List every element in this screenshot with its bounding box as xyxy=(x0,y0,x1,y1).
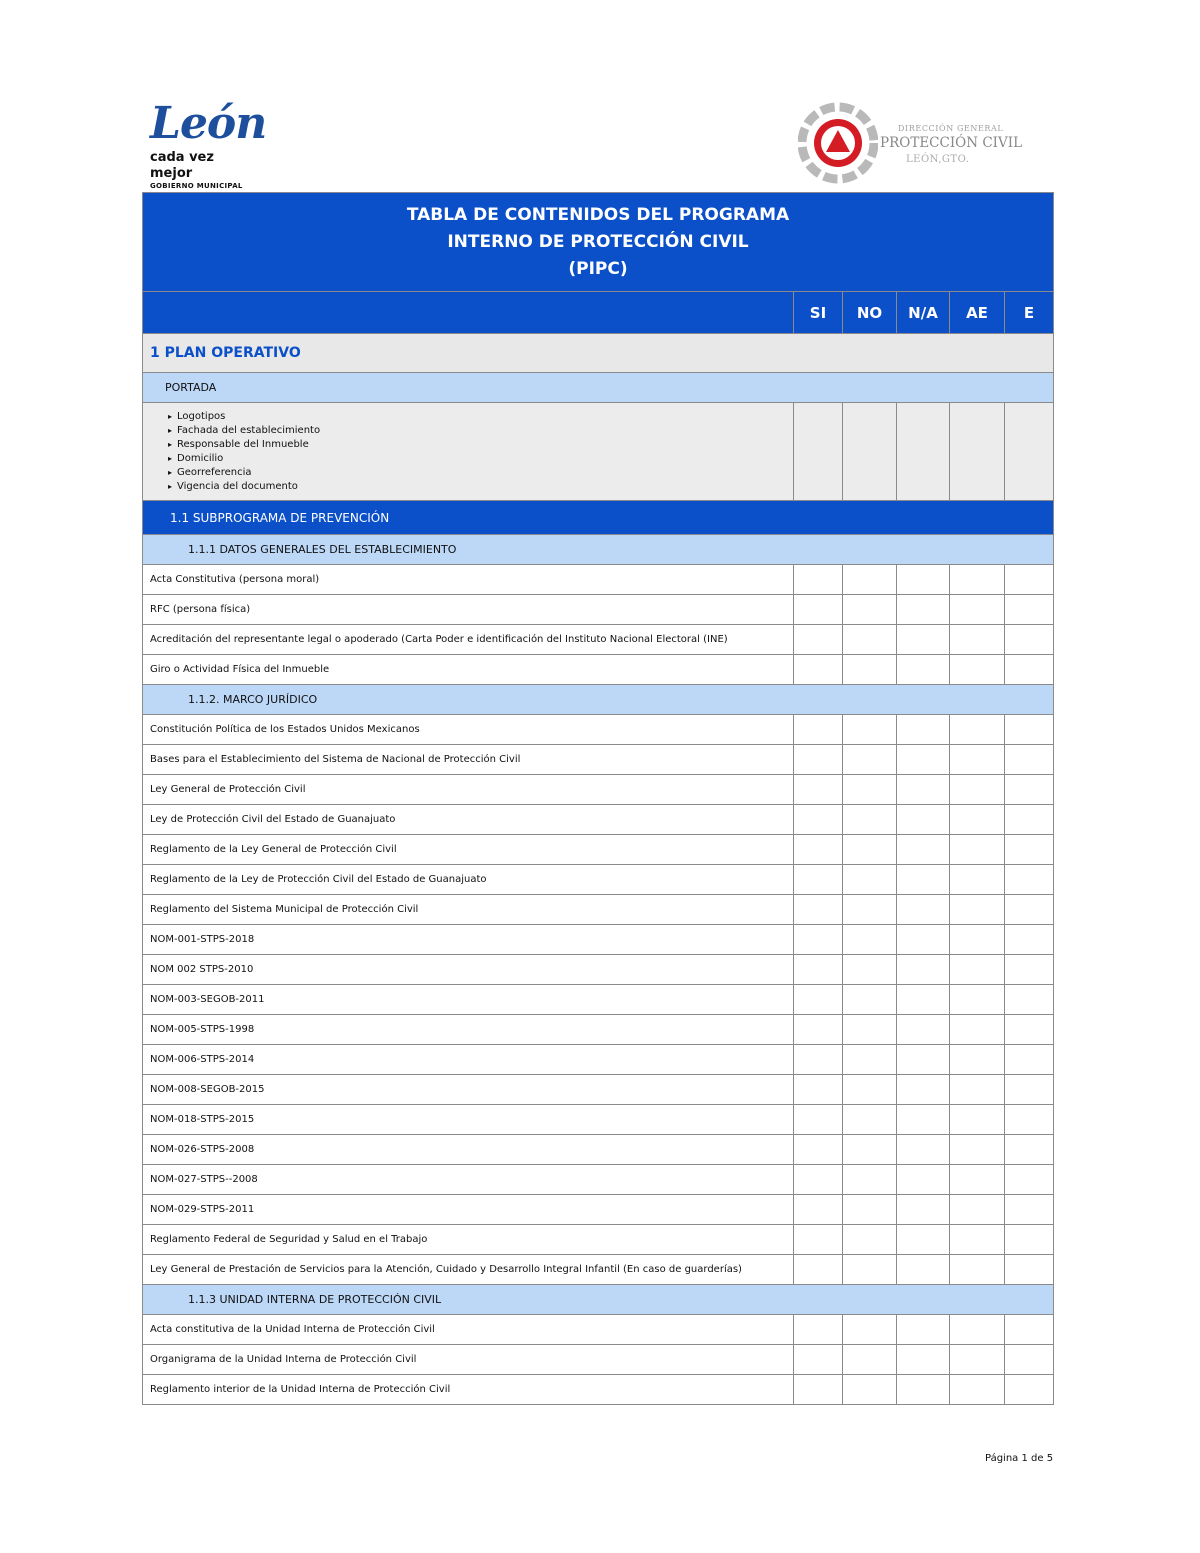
item-label: Giro o Actividad Física del Inmueble xyxy=(143,655,794,685)
check-cell[interactable] xyxy=(950,1255,1005,1285)
check-cell[interactable] xyxy=(1005,745,1054,775)
check-cell[interactable] xyxy=(1005,655,1054,685)
item-label: NOM-027-STPS--2008 xyxy=(143,1165,794,1195)
check-cell[interactable] xyxy=(950,775,1005,805)
item-label: NOM-008-SEGOB-2015 xyxy=(143,1075,794,1105)
check-cell[interactable] xyxy=(843,985,897,1015)
check-cell[interactable] xyxy=(843,1105,897,1135)
check-cell[interactable] xyxy=(794,835,843,865)
check-cell[interactable] xyxy=(843,865,897,895)
subprogram-prevencion: 1.1 SUBPROGRAMA DE PREVENCIÓN xyxy=(143,501,1054,535)
check-cell[interactable] xyxy=(897,595,950,625)
table-row xyxy=(143,1195,1054,1225)
group-items xyxy=(143,565,1054,685)
item-label: Ley General de Protección Civil xyxy=(143,775,794,805)
logo-line-direccion: DIRECCIÓN GENERAL xyxy=(898,124,1004,133)
check-cell[interactable] xyxy=(950,1165,1005,1195)
check-cell[interactable] xyxy=(1005,1195,1054,1225)
logo-line-proteccion: PROTECCIÓN CIVIL xyxy=(880,135,1023,151)
check-cell[interactable] xyxy=(897,1345,950,1375)
pipc-checklist-table xyxy=(142,192,1054,1405)
check-cell[interactable] xyxy=(843,835,897,865)
table-row xyxy=(143,1375,1054,1405)
column-header-row xyxy=(143,292,1054,334)
check-cell[interactable] xyxy=(1005,1375,1054,1405)
group-items xyxy=(143,1315,1054,1405)
check-cell[interactable] xyxy=(1005,895,1054,925)
check-cell[interactable] xyxy=(794,775,843,805)
check-cell[interactable] xyxy=(1005,985,1054,1015)
check-cell[interactable] xyxy=(897,745,950,775)
check-cell[interactable] xyxy=(950,1075,1005,1105)
table-row xyxy=(143,895,1054,925)
check-cell[interactable] xyxy=(950,745,1005,775)
check-cell[interactable] xyxy=(1005,1225,1054,1255)
table-row xyxy=(143,1225,1054,1255)
portada-items-row xyxy=(143,403,1054,501)
table-row xyxy=(143,1255,1054,1285)
check-cell[interactable] xyxy=(897,805,950,835)
check-cell[interactable] xyxy=(897,835,950,865)
check-cell[interactable] xyxy=(1005,565,1054,595)
item-label: Ley de Protección Civil del Estado de Guanajuato xyxy=(143,805,794,835)
item-label: NOM-006-STPS-2014 xyxy=(143,1045,794,1075)
check-cell[interactable] xyxy=(1005,775,1054,805)
check-cell[interactable] xyxy=(794,1075,843,1105)
check-cell[interactable] xyxy=(897,1195,950,1225)
col-header-e: E xyxy=(1005,292,1054,334)
check-cell[interactable] xyxy=(950,805,1005,835)
check-cell[interactable] xyxy=(843,1045,897,1075)
check-cell[interactable] xyxy=(794,595,843,625)
civil-protection-emblem-icon xyxy=(798,102,878,184)
group-datos-generales: 1.1.1 DATOS GENERALES DEL ESTABLECIMIENTO xyxy=(143,535,1054,565)
item-label: NOM 002 STPS-2010 xyxy=(143,955,794,985)
portada-bullet-list xyxy=(143,410,793,494)
check-cell[interactable] xyxy=(897,1105,950,1135)
item-label: Organigrama de la Unidad Interna de Protección Civil xyxy=(143,1345,794,1375)
check-cell[interactable] xyxy=(843,595,897,625)
check-cell[interactable] xyxy=(843,625,897,655)
check-cell[interactable] xyxy=(843,1015,897,1045)
list-item: ▸ Logotipos xyxy=(168,410,793,424)
check-cell[interactable] xyxy=(1005,955,1054,985)
table-row xyxy=(143,805,1054,835)
check-cell[interactable] xyxy=(794,865,843,895)
check-cell[interactable] xyxy=(843,745,897,775)
check-cell[interactable] xyxy=(897,1075,950,1105)
check-cell[interactable] xyxy=(1005,1315,1054,1345)
check-cell[interactable] xyxy=(950,835,1005,865)
check-cell[interactable] xyxy=(897,1045,950,1075)
subprogram-row xyxy=(143,501,1054,535)
list-item: ▸ Fachada del establecimiento xyxy=(168,424,793,438)
item-label: Acreditación del representante legal o apoderado (Carta Poder e identificación del Instituto Nacional Electoral (INE) xyxy=(143,625,794,655)
check-cell[interactable] xyxy=(794,1135,843,1165)
check-cell[interactable] xyxy=(843,565,897,595)
check-cell[interactable] xyxy=(794,925,843,955)
check-cell[interactable] xyxy=(794,745,843,775)
check-cell[interactable] xyxy=(843,1225,897,1255)
check-cell[interactable] xyxy=(897,1165,950,1195)
item-label: Reglamento de la Ley de Protección Civil del Estado de Guanajuato xyxy=(143,865,794,895)
table-row xyxy=(143,595,1054,625)
check-cell[interactable] xyxy=(794,1165,843,1195)
check-cell[interactable] xyxy=(843,1315,897,1345)
check-cell[interactable] xyxy=(897,625,950,655)
check-cell[interactable] xyxy=(950,655,1005,685)
check-cell[interactable] xyxy=(794,895,843,925)
table-row xyxy=(143,1315,1054,1345)
check-cell[interactable] xyxy=(794,715,843,745)
check-cell[interactable] xyxy=(897,985,950,1015)
check-cell[interactable] xyxy=(843,1195,897,1225)
check-cell[interactable] xyxy=(1005,925,1054,955)
check-cell[interactable] xyxy=(843,1165,897,1195)
table-row xyxy=(143,925,1054,955)
check-cell[interactable] xyxy=(950,1315,1005,1345)
list-item: ▸ Georreferencia xyxy=(168,466,793,480)
check-cell[interactable] xyxy=(843,925,897,955)
group-header-row xyxy=(143,535,1054,565)
table-row xyxy=(143,655,1054,685)
col-header-no: NO xyxy=(843,292,897,334)
list-item: ▸ Domicilio xyxy=(168,452,793,466)
section-row xyxy=(143,334,1054,373)
check-cell[interactable] xyxy=(1005,865,1054,895)
item-label: Ley General de Prestación de Servicios para la Atención, Cuidado y Desarrollo Integral Infantil (En caso de guarderías) xyxy=(143,1255,794,1285)
check-cell[interactable] xyxy=(897,1315,950,1345)
check-cell[interactable] xyxy=(950,403,1005,501)
table-row xyxy=(143,985,1054,1015)
table-row xyxy=(143,715,1054,745)
item-label: NOM-026-STPS-2008 xyxy=(143,1135,794,1165)
check-cell[interactable] xyxy=(950,715,1005,745)
check-cell[interactable] xyxy=(897,895,950,925)
leon-logo-tagline: cada vez mejor xyxy=(150,150,214,181)
portada-items-cell xyxy=(143,403,794,501)
table-row xyxy=(143,955,1054,985)
check-cell[interactable] xyxy=(950,1225,1005,1255)
check-cell[interactable] xyxy=(1005,1015,1054,1045)
check-cell[interactable] xyxy=(843,1135,897,1165)
table-row xyxy=(143,865,1054,895)
title-line: INTERNO DE PROTECCIÓN CIVIL xyxy=(447,231,749,252)
check-cell[interactable] xyxy=(843,955,897,985)
table-row xyxy=(143,1105,1054,1135)
group-header-row xyxy=(143,685,1054,715)
check-cell[interactable] xyxy=(1005,805,1054,835)
table-row xyxy=(143,1135,1054,1165)
item-label: NOM-029-STPS-2011 xyxy=(143,1195,794,1225)
leon-logo-brand: León xyxy=(150,98,267,149)
check-cell[interactable] xyxy=(1005,715,1054,745)
check-cell[interactable] xyxy=(897,925,950,955)
item-label: NOM-003-SEGOB-2011 xyxy=(143,985,794,1015)
check-cell[interactable] xyxy=(950,1015,1005,1045)
check-cell[interactable] xyxy=(843,1075,897,1105)
check-cell[interactable] xyxy=(950,595,1005,625)
check-cell[interactable] xyxy=(794,1045,843,1075)
check-cell[interactable] xyxy=(950,955,1005,985)
check-cell[interactable] xyxy=(843,775,897,805)
check-cell[interactable] xyxy=(1005,1165,1054,1195)
proteccion-civil-logo xyxy=(798,102,1028,184)
check-cell[interactable] xyxy=(843,403,897,501)
header-blank xyxy=(143,292,794,334)
check-cell[interactable] xyxy=(950,925,1005,955)
item-label: Acta constitutiva de la Unidad Interna de Protección Civil xyxy=(143,1315,794,1345)
check-cell[interactable] xyxy=(794,1345,843,1375)
title-line: (PIPC) xyxy=(568,258,628,279)
item-label: Reglamento Federal de Seguridad y Salud en el Trabajo xyxy=(143,1225,794,1255)
check-cell[interactable] xyxy=(794,1195,843,1225)
check-cell[interactable] xyxy=(794,1015,843,1045)
group-marco-juridico: 1.1.2. MARCO JURÍDICO xyxy=(143,685,1054,715)
table-row xyxy=(143,1045,1054,1075)
check-cell[interactable] xyxy=(897,565,950,595)
check-cell[interactable] xyxy=(950,1105,1005,1135)
check-cell[interactable] xyxy=(897,655,950,685)
check-cell[interactable] xyxy=(950,895,1005,925)
table-row xyxy=(143,565,1054,595)
table-row xyxy=(143,775,1054,805)
check-cell[interactable] xyxy=(843,655,897,685)
leon-logo-subtitle: GOBIERNO MUNICIPAL xyxy=(150,182,243,190)
check-cell[interactable] xyxy=(897,1375,950,1405)
check-cell[interactable] xyxy=(794,655,843,685)
col-header-na: N/A xyxy=(897,292,950,334)
check-cell[interactable] xyxy=(794,1375,843,1405)
logo-line-leon: LEÓN,GTO. xyxy=(906,154,970,165)
check-cell[interactable] xyxy=(897,715,950,745)
check-cell[interactable] xyxy=(1005,1075,1054,1105)
check-cell[interactable] xyxy=(950,565,1005,595)
title-line: TABLA DE CONTENIDOS DEL PROGRAMA xyxy=(406,204,790,225)
check-cell[interactable] xyxy=(794,403,843,501)
check-cell[interactable] xyxy=(794,1105,843,1135)
check-cell[interactable] xyxy=(950,865,1005,895)
check-cell[interactable] xyxy=(843,1375,897,1405)
check-cell[interactable] xyxy=(950,625,1005,655)
group-header-row xyxy=(143,1285,1054,1315)
check-cell[interactable] xyxy=(1005,595,1054,625)
table-row xyxy=(143,625,1054,655)
group-header-row xyxy=(143,373,1054,403)
group-items xyxy=(143,715,1054,1285)
check-cell[interactable] xyxy=(794,565,843,595)
check-cell[interactable] xyxy=(897,1135,950,1165)
item-label: Acta Constitutiva (persona moral) xyxy=(143,565,794,595)
check-cell[interactable] xyxy=(794,1255,843,1285)
check-cell[interactable] xyxy=(950,1195,1005,1225)
check-cell[interactable] xyxy=(950,1045,1005,1075)
item-label: Reglamento del Sistema Municipal de Protección Civil xyxy=(143,895,794,925)
table-row xyxy=(143,1165,1054,1195)
check-cell[interactable] xyxy=(1005,1045,1054,1075)
item-label: Constitución Política de los Estados Unidos Mexicanos xyxy=(143,715,794,745)
col-header-si: SI xyxy=(794,292,843,334)
list-item: ▸ Responsable del Inmueble xyxy=(168,438,793,452)
page-number: Página 1 de 5 xyxy=(985,1453,1054,1464)
check-cell[interactable] xyxy=(897,403,950,501)
item-label: NOM-018-STPS-2015 xyxy=(143,1105,794,1135)
check-cell[interactable] xyxy=(794,805,843,835)
check-cell[interactable] xyxy=(950,1375,1005,1405)
group-portada: PORTADA xyxy=(143,373,1054,403)
check-cell[interactable] xyxy=(1005,403,1054,501)
check-cell[interactable] xyxy=(897,775,950,805)
item-label: RFC (persona física) xyxy=(143,595,794,625)
check-cell[interactable] xyxy=(843,1255,897,1285)
check-cell[interactable] xyxy=(897,1015,950,1045)
item-label: Reglamento interior de la Unidad Interna de Protección Civil xyxy=(143,1375,794,1405)
check-cell[interactable] xyxy=(794,1225,843,1255)
check-cell[interactable] xyxy=(950,1135,1005,1165)
check-cell[interactable] xyxy=(843,895,897,925)
check-cell[interactable] xyxy=(897,865,950,895)
leon-logo xyxy=(150,98,267,190)
table-title xyxy=(143,193,1054,292)
table-row xyxy=(143,1345,1054,1375)
item-label: Reglamento de la Ley General de Protección Civil xyxy=(143,835,794,865)
item-label: NOM-001-STPS-2018 xyxy=(143,925,794,955)
check-cell[interactable] xyxy=(897,1255,950,1285)
group-unidad-interna: 1.1.3 UNIDAD INTERNA DE PROTECCIÓN CIVIL xyxy=(143,1285,1054,1315)
check-cell[interactable] xyxy=(794,985,843,1015)
check-cell[interactable] xyxy=(794,955,843,985)
check-cell[interactable] xyxy=(843,805,897,835)
section-plan-operativo: 1 PLAN OPERATIVO xyxy=(143,334,1054,373)
list-item: ▸ Vigencia del documento xyxy=(168,480,793,494)
check-cell[interactable] xyxy=(1005,835,1054,865)
check-cell[interactable] xyxy=(897,1225,950,1255)
check-cell[interactable] xyxy=(1005,1345,1054,1375)
table-row xyxy=(143,1075,1054,1105)
col-header-ae: AE xyxy=(950,292,1005,334)
item-label: NOM-005-STPS-1998 xyxy=(143,1015,794,1045)
item-label: Bases para el Establecimiento del Sistema de Nacional de Protección Civil xyxy=(143,745,794,775)
check-cell[interactable] xyxy=(1005,1105,1054,1135)
check-cell[interactable] xyxy=(897,955,950,985)
table-row xyxy=(143,835,1054,865)
check-cell[interactable] xyxy=(950,985,1005,1015)
table-row xyxy=(143,1015,1054,1045)
check-cell[interactable] xyxy=(794,625,843,655)
check-cell[interactable] xyxy=(1005,1135,1054,1165)
check-cell[interactable] xyxy=(1005,625,1054,655)
check-cell[interactable] xyxy=(1005,1255,1054,1285)
table-row xyxy=(143,745,1054,775)
check-cell[interactable] xyxy=(843,1345,897,1375)
check-cell[interactable] xyxy=(794,1315,843,1345)
check-cell[interactable] xyxy=(950,1345,1005,1375)
check-cell[interactable] xyxy=(843,715,897,745)
